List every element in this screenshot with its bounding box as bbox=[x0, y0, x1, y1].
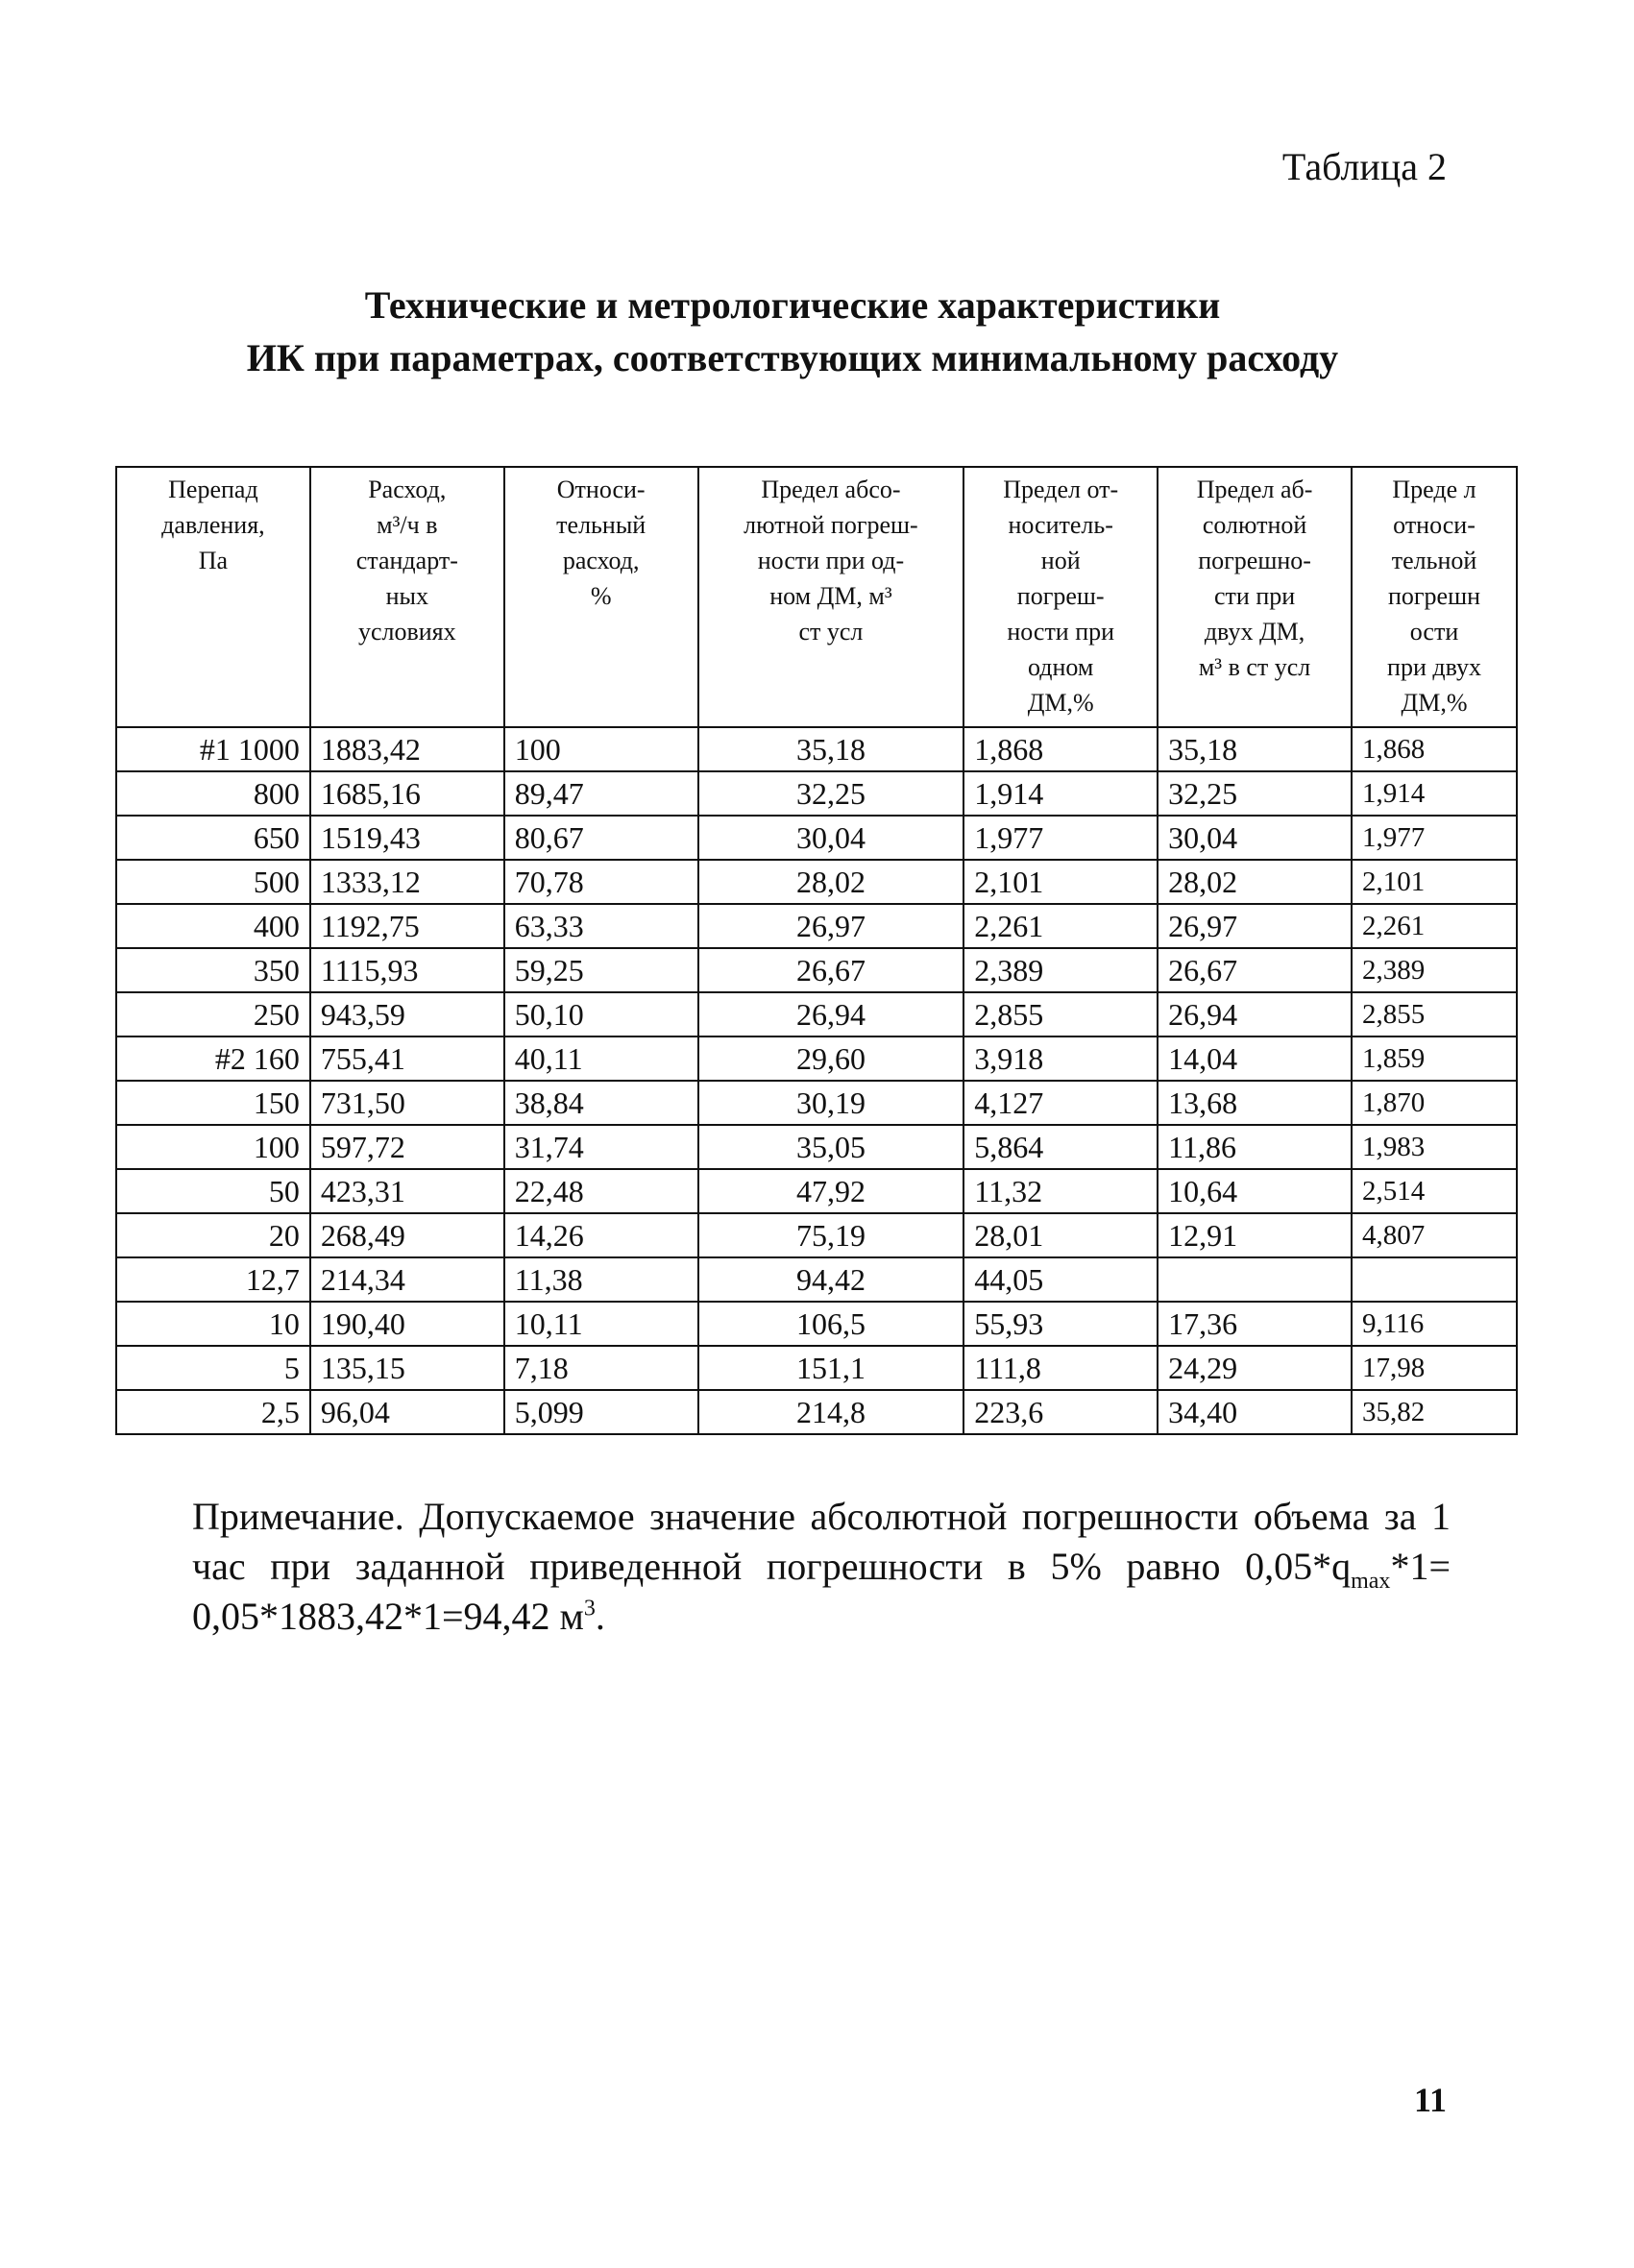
header-line: при двух bbox=[1387, 653, 1481, 681]
cell-pressure-drop: 10 bbox=[116, 1302, 310, 1346]
header-line: % bbox=[590, 582, 612, 610]
cell-abs-error-two-dm: 35,18 bbox=[1158, 727, 1352, 771]
table-row bbox=[116, 727, 1517, 771]
note-subscript: max bbox=[1351, 1569, 1391, 1594]
cell-rel-error-two-dm: 2,101 bbox=[1352, 860, 1517, 904]
cell-abs-error-one-dm: 26,67 bbox=[698, 948, 964, 992]
cell-rel-error-one-dm: 2,261 bbox=[963, 904, 1158, 948]
header-line: условиях bbox=[357, 618, 456, 646]
table-number-label: Таблица 2 bbox=[1281, 145, 1447, 188]
header-line: м³/ч в bbox=[377, 511, 438, 539]
cell-relative-flow: 89,47 bbox=[504, 771, 698, 816]
header-flow-rate bbox=[310, 467, 504, 727]
header-rel-error-two-dm bbox=[1352, 467, 1517, 727]
header-rel-error-one-dm bbox=[963, 467, 1158, 727]
cell-rel-error-two-dm: 2,514 bbox=[1352, 1169, 1517, 1213]
header-line: Расход, bbox=[368, 476, 447, 503]
cell-flow-rate: 96,04 bbox=[310, 1390, 504, 1434]
cell-abs-error-one-dm: 35,05 bbox=[698, 1125, 964, 1169]
cell-relative-flow: 11,38 bbox=[504, 1257, 698, 1302]
cell-pressure-drop: 2,5 bbox=[116, 1390, 310, 1434]
header-line: погрешно- bbox=[1198, 547, 1311, 574]
cell-rel-error-two-dm: 1,868 bbox=[1352, 727, 1517, 771]
table-row bbox=[116, 1390, 1517, 1434]
cell-flow-rate: 214,34 bbox=[310, 1257, 504, 1302]
cell-pressure-drop: #1 1000 bbox=[116, 727, 310, 771]
table-row bbox=[116, 860, 1517, 904]
cell-abs-error-one-dm: 32,25 bbox=[698, 771, 964, 816]
cell-flow-rate: 597,72 bbox=[310, 1125, 504, 1169]
cell-abs-error-two-dm: 24,29 bbox=[1158, 1346, 1352, 1390]
cell-flow-rate: 423,31 bbox=[310, 1169, 504, 1213]
cell-rel-error-one-dm: 2,855 bbox=[963, 992, 1158, 1036]
cell-abs-error-two-dm: 14,04 bbox=[1158, 1036, 1352, 1081]
cell-rel-error-two-dm: 1,983 bbox=[1352, 1125, 1517, 1169]
cell-abs-error-two-dm: 13,68 bbox=[1158, 1081, 1352, 1125]
document-title bbox=[0, 279, 1585, 384]
cell-rel-error-two-dm: 1,859 bbox=[1352, 1036, 1517, 1081]
cell-rel-error-two-dm: 17,98 bbox=[1352, 1346, 1517, 1390]
header-line: тельной bbox=[1391, 547, 1477, 574]
header-pressure-drop bbox=[116, 467, 310, 727]
cell-abs-error-one-dm: 47,92 bbox=[698, 1169, 964, 1213]
cell-abs-error-two-dm: 26,94 bbox=[1158, 992, 1352, 1036]
title-line-1: Технические и метрологические характеристики bbox=[364, 283, 1221, 327]
cell-pressure-drop: 800 bbox=[116, 771, 310, 816]
cell-rel-error-one-dm: 44,05 bbox=[963, 1257, 1158, 1302]
cell-rel-error-one-dm: 55,93 bbox=[963, 1302, 1158, 1346]
table-row bbox=[116, 992, 1517, 1036]
cell-relative-flow: 100 bbox=[504, 727, 698, 771]
cell-relative-flow: 59,25 bbox=[504, 948, 698, 992]
header-line: ости bbox=[1409, 618, 1459, 646]
cell-rel-error-one-dm: 4,127 bbox=[963, 1081, 1158, 1125]
cell-flow-rate: 190,40 bbox=[310, 1302, 504, 1346]
header-line: лютной погреш- bbox=[744, 511, 918, 539]
cell-rel-error-one-dm: 2,389 bbox=[963, 948, 1158, 992]
header-line: ности при од- bbox=[757, 547, 905, 574]
characteristics-table bbox=[115, 466, 1518, 1435]
cell-rel-error-one-dm: 223,6 bbox=[963, 1390, 1158, 1434]
table-row bbox=[116, 1302, 1517, 1346]
header-line: Преде л bbox=[1392, 476, 1476, 503]
cell-rel-error-one-dm: 5,864 bbox=[963, 1125, 1158, 1169]
table-row bbox=[116, 1081, 1517, 1125]
table-row bbox=[116, 771, 1517, 816]
cell-abs-error-one-dm: 26,94 bbox=[698, 992, 964, 1036]
cell-abs-error-two-dm: 17,36 bbox=[1158, 1302, 1352, 1346]
header-abs-error-two-dm bbox=[1158, 467, 1352, 727]
table-row bbox=[116, 948, 1517, 992]
cell-relative-flow: 10,11 bbox=[504, 1302, 698, 1346]
header-line: носитель- bbox=[1008, 511, 1113, 539]
cell-rel-error-one-dm: 3,918 bbox=[963, 1036, 1158, 1081]
cell-flow-rate: 1883,42 bbox=[310, 727, 504, 771]
cell-rel-error-two-dm: 2,389 bbox=[1352, 948, 1517, 992]
header-line: давления, bbox=[161, 511, 265, 539]
cell-pressure-drop: 50 bbox=[116, 1169, 310, 1213]
cell-flow-rate: 731,50 bbox=[310, 1081, 504, 1125]
header-line: ной bbox=[1040, 547, 1081, 574]
note-superscript: 3 bbox=[583, 1596, 596, 1622]
cell-abs-error-one-dm: 29,60 bbox=[698, 1036, 964, 1081]
cell-abs-error-one-dm: 35,18 bbox=[698, 727, 964, 771]
cell-pressure-drop: 100 bbox=[116, 1125, 310, 1169]
table-header-row bbox=[116, 467, 1517, 727]
header-line: Предел аб- bbox=[1196, 476, 1313, 503]
cell-flow-rate: 943,59 bbox=[310, 992, 504, 1036]
header-line: ности при bbox=[1007, 618, 1115, 646]
cell-rel-error-one-dm: 111,8 bbox=[963, 1346, 1158, 1390]
cell-rel-error-two-dm: 9,116 bbox=[1352, 1302, 1517, 1346]
note-text: Примечание. Допускаемое значение абсолютной погрешности объема за 1 час при заданной приведенной погрешности в 5% равно 0,05*q bbox=[192, 1495, 1451, 1588]
cell-rel-error-two-dm: 2,261 bbox=[1352, 904, 1517, 948]
header-line: двух ДМ, bbox=[1204, 618, 1305, 646]
header-line: ст усл bbox=[798, 618, 864, 646]
cell-flow-rate: 1115,93 bbox=[310, 948, 504, 992]
cell-flow-rate: 755,41 bbox=[310, 1036, 504, 1081]
header-line: тельный bbox=[556, 511, 646, 539]
cell-rel-error-one-dm: 28,01 bbox=[963, 1213, 1158, 1257]
header-line: солютной bbox=[1202, 511, 1307, 539]
cell-pressure-drop: 150 bbox=[116, 1081, 310, 1125]
table-row bbox=[116, 904, 1517, 948]
header-line: погреш- bbox=[1016, 582, 1105, 610]
cell-abs-error-two-dm: 28,02 bbox=[1158, 860, 1352, 904]
cell-relative-flow: 40,11 bbox=[504, 1036, 698, 1081]
table-body bbox=[116, 727, 1517, 1434]
cell-abs-error-two-dm: 12,91 bbox=[1158, 1213, 1352, 1257]
cell-abs-error-one-dm: 28,02 bbox=[698, 860, 964, 904]
cell-abs-error-one-dm: 75,19 bbox=[698, 1213, 964, 1257]
footnote bbox=[192, 1492, 1451, 1642]
cell-abs-error-one-dm: 106,5 bbox=[698, 1302, 964, 1346]
table-row bbox=[116, 1257, 1517, 1302]
cell-rel-error-two-dm: 4,807 bbox=[1352, 1213, 1517, 1257]
header-line: расход, bbox=[562, 547, 640, 574]
cell-pressure-drop: 12,7 bbox=[116, 1257, 310, 1302]
header-line: погрешн bbox=[1387, 582, 1481, 610]
cell-relative-flow: 22,48 bbox=[504, 1169, 698, 1213]
header-line: ДМ,% bbox=[1401, 689, 1468, 717]
header-line: Па bbox=[198, 547, 229, 574]
cell-relative-flow: 63,33 bbox=[504, 904, 698, 948]
cell-abs-error-one-dm: 214,8 bbox=[698, 1390, 964, 1434]
cell-abs-error-two-dm: 10,64 bbox=[1158, 1169, 1352, 1213]
cell-abs-error-two-dm: 26,97 bbox=[1158, 904, 1352, 948]
cell-abs-error-one-dm: 26,97 bbox=[698, 904, 964, 948]
cell-rel-error-one-dm: 2,101 bbox=[963, 860, 1158, 904]
cell-flow-rate: 1685,16 bbox=[310, 771, 504, 816]
cell-pressure-drop: #2 160 bbox=[116, 1036, 310, 1081]
header-line: сти при bbox=[1214, 582, 1296, 610]
cell-rel-error-two-dm: 35,82 bbox=[1352, 1390, 1517, 1434]
cell-abs-error-two-dm bbox=[1158, 1257, 1352, 1302]
header-line: Предел от- bbox=[1003, 476, 1119, 503]
cell-pressure-drop: 500 bbox=[116, 860, 310, 904]
cell-abs-error-one-dm: 94,42 bbox=[698, 1257, 964, 1302]
note-formula: *1= 0,05*1883,42*1=94,42 м bbox=[192, 1545, 1451, 1638]
cell-rel-error-two-dm: 1,977 bbox=[1352, 816, 1517, 860]
cell-abs-error-one-dm: 151,1 bbox=[698, 1346, 964, 1390]
header-line: относи- bbox=[1393, 511, 1475, 539]
cell-rel-error-two-dm: 1,870 bbox=[1352, 1081, 1517, 1125]
table-row bbox=[116, 1169, 1517, 1213]
cell-rel-error-two-dm bbox=[1352, 1257, 1517, 1302]
cell-relative-flow: 50,10 bbox=[504, 992, 698, 1036]
cell-relative-flow: 7,18 bbox=[504, 1346, 698, 1390]
cell-abs-error-two-dm: 34,40 bbox=[1158, 1390, 1352, 1434]
header-line: ДМ,% bbox=[1027, 689, 1094, 717]
header-abs-error-one-dm bbox=[698, 467, 964, 727]
cell-pressure-drop: 400 bbox=[116, 904, 310, 948]
cell-abs-error-two-dm: 11,86 bbox=[1158, 1125, 1352, 1169]
cell-relative-flow: 14,26 bbox=[504, 1213, 698, 1257]
table-row bbox=[116, 1036, 1517, 1081]
cell-rel-error-two-dm: 1,914 bbox=[1352, 771, 1517, 816]
cell-pressure-drop: 250 bbox=[116, 992, 310, 1036]
table-row bbox=[116, 1125, 1517, 1169]
header-line: стандарт- bbox=[355, 547, 458, 574]
cell-flow-rate: 1519,43 bbox=[310, 816, 504, 860]
cell-pressure-drop: 650 bbox=[116, 816, 310, 860]
table-row bbox=[116, 816, 1517, 860]
note-end: . bbox=[595, 1595, 605, 1638]
cell-pressure-drop: 350 bbox=[116, 948, 310, 992]
cell-abs-error-one-dm: 30,19 bbox=[698, 1081, 964, 1125]
page-number: 11 bbox=[1413, 2081, 1447, 2119]
cell-abs-error-two-dm: 32,25 bbox=[1158, 771, 1352, 816]
cell-pressure-drop: 20 bbox=[116, 1213, 310, 1257]
cell-abs-error-one-dm: 30,04 bbox=[698, 816, 964, 860]
header-line: Относи- bbox=[556, 476, 646, 503]
cell-rel-error-one-dm: 1,868 bbox=[963, 727, 1158, 771]
cell-flow-rate: 1333,12 bbox=[310, 860, 504, 904]
cell-relative-flow: 80,67 bbox=[504, 816, 698, 860]
header-line: Перепад bbox=[168, 476, 258, 503]
cell-flow-rate: 268,49 bbox=[310, 1213, 504, 1257]
cell-flow-rate: 135,15 bbox=[310, 1346, 504, 1390]
header-line: ных bbox=[385, 582, 428, 610]
cell-abs-error-two-dm: 30,04 bbox=[1158, 816, 1352, 860]
title-line-2: ИК при параметрах, соответствующих минимальному расходу bbox=[246, 336, 1339, 379]
header-line: Предел абсо- bbox=[761, 476, 901, 503]
cell-relative-flow: 38,84 bbox=[504, 1081, 698, 1125]
cell-flow-rate: 1192,75 bbox=[310, 904, 504, 948]
cell-relative-flow: 70,78 bbox=[504, 860, 698, 904]
cell-relative-flow: 31,74 bbox=[504, 1125, 698, 1169]
cell-rel-error-one-dm: 1,977 bbox=[963, 816, 1158, 860]
cell-rel-error-one-dm: 11,32 bbox=[963, 1169, 1158, 1213]
cell-relative-flow: 5,099 bbox=[504, 1390, 698, 1434]
table-row bbox=[116, 1213, 1517, 1257]
header-line: одном bbox=[1028, 653, 1094, 681]
cell-rel-error-two-dm: 2,855 bbox=[1352, 992, 1517, 1036]
cell-rel-error-one-dm: 1,914 bbox=[963, 771, 1158, 816]
header-line: м³ в ст усл bbox=[1198, 653, 1311, 681]
table-row bbox=[116, 1346, 1517, 1390]
header-line: ном ДМ, м³ bbox=[769, 582, 892, 610]
cell-pressure-drop: 5 bbox=[116, 1346, 310, 1390]
header-relative-flow bbox=[504, 467, 698, 727]
cell-abs-error-two-dm: 26,67 bbox=[1158, 948, 1352, 992]
